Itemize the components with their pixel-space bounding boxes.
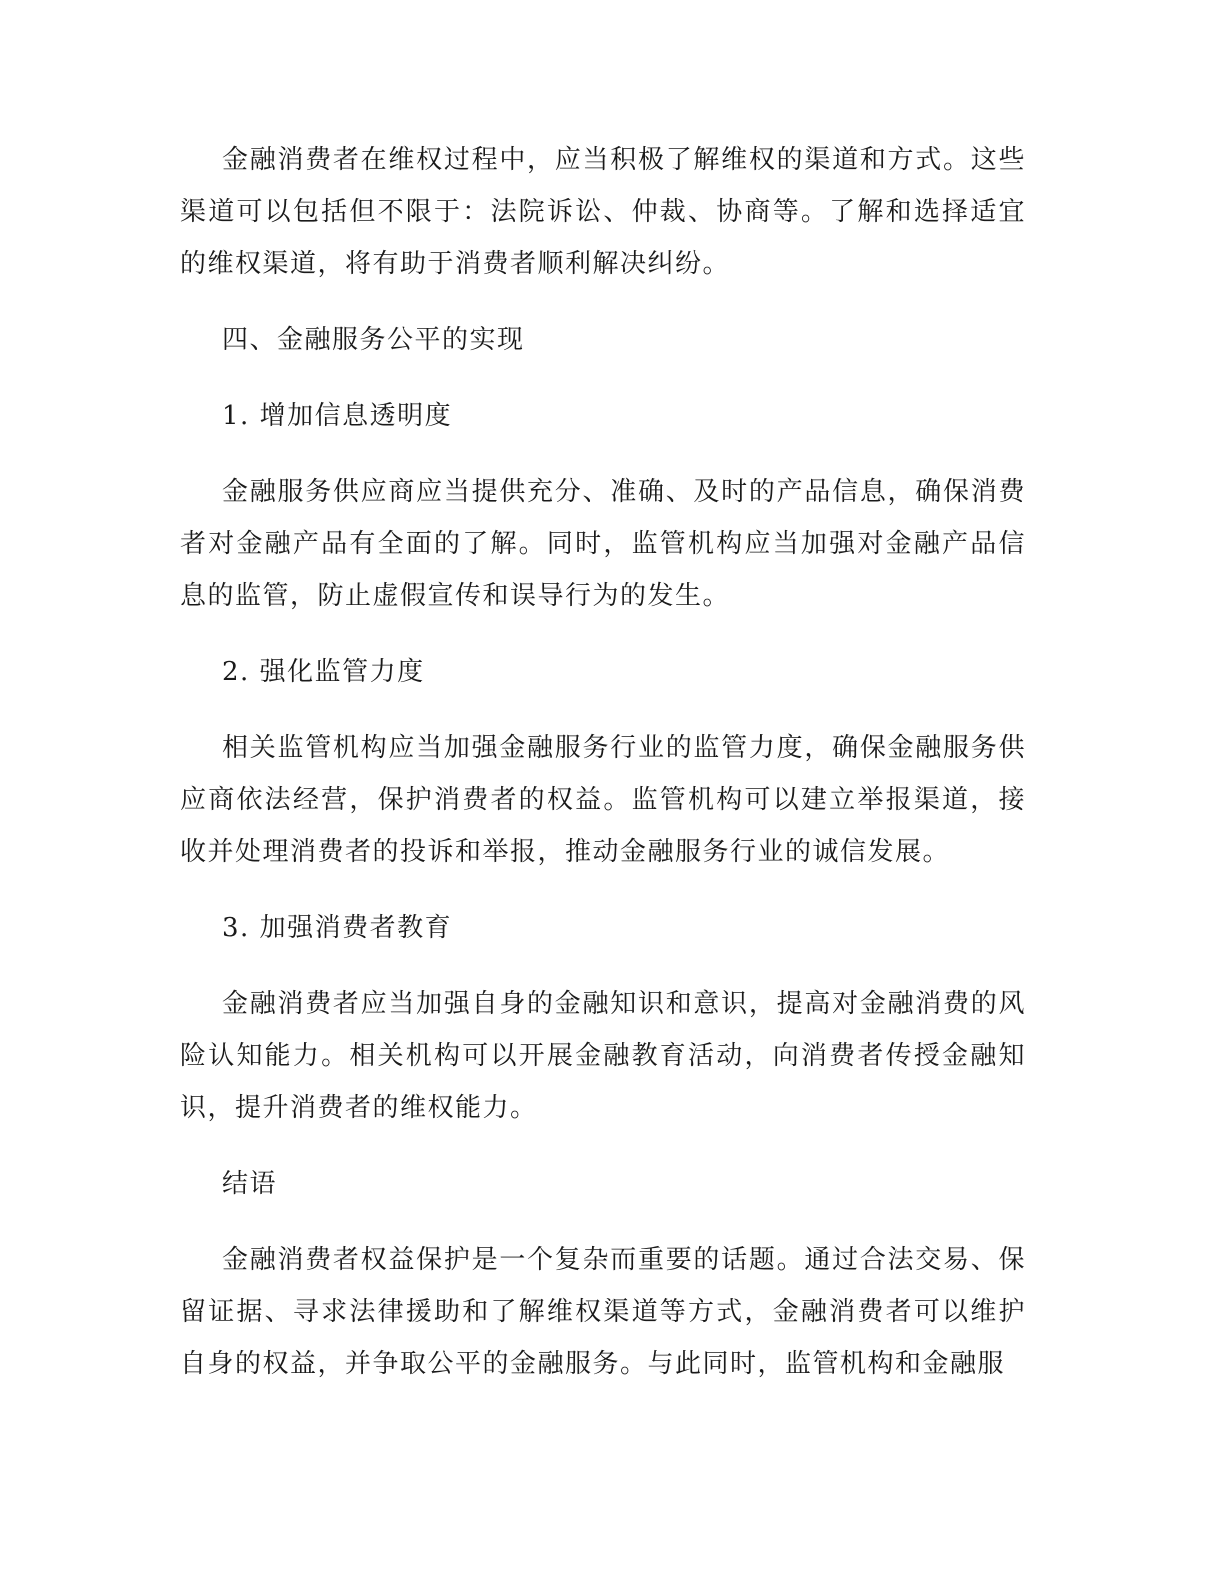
paragraph-transparency: 金融服务供应商应当提供充分、准确、及时的产品信息，确保消费者对金融产品有全面的了解。同时，监管机构应当加强对金融产品信息的监管，防止虚假宣传和误导行为的发生。 — [180, 477, 1026, 611]
paragraph-rights-channels: 金融消费者在维权过程中，应当积极了解维权的渠道和方式。这些渠道可以包括但不限于：法院诉讼、仲裁、协商等。了解和选择适宜的维权渠道，将有助于消费者顺利解决纠纷。 — [180, 145, 1026, 279]
subheading-transparency: 1. 增加信息透明度 — [222, 401, 453, 431]
paragraph-conclusion: 金融消费者权益保护是一个复杂而重要的话题。通过合法交易、保留证据、寻求法律援助和了解维权渠道等方式，金融消费者可以维护自身的权益，并争取公平的金融服务。与此同时，监管机构和金融服 — [180, 1245, 1026, 1379]
subheading-education: 3. 加强消费者教育 — [222, 913, 453, 943]
paragraph-regulation: 相关监管机构应当加强金融服务行业的监管力度，确保金融服务供应商依法经营，保护消费者的权益。监管机构可以建立举报渠道，接收并处理消费者的投诉和举报，推动金融服务行业的诚信发展。 — [180, 733, 1026, 867]
section-heading-fairness: 四、金融服务公平的实现 — [222, 325, 525, 355]
heading-conclusion: 结语 — [222, 1169, 278, 1199]
paragraph-education: 金融消费者应当加强自身的金融知识和意识，提高对金融消费的风险认知能力。相关机构可以开展金融教育活动，向消费者传授金融知识，提升消费者的维权能力。 — [180, 989, 1026, 1123]
subheading-regulation: 2. 强化监管力度 — [222, 657, 425, 687]
document-body — [180, 134, 1026, 1414]
